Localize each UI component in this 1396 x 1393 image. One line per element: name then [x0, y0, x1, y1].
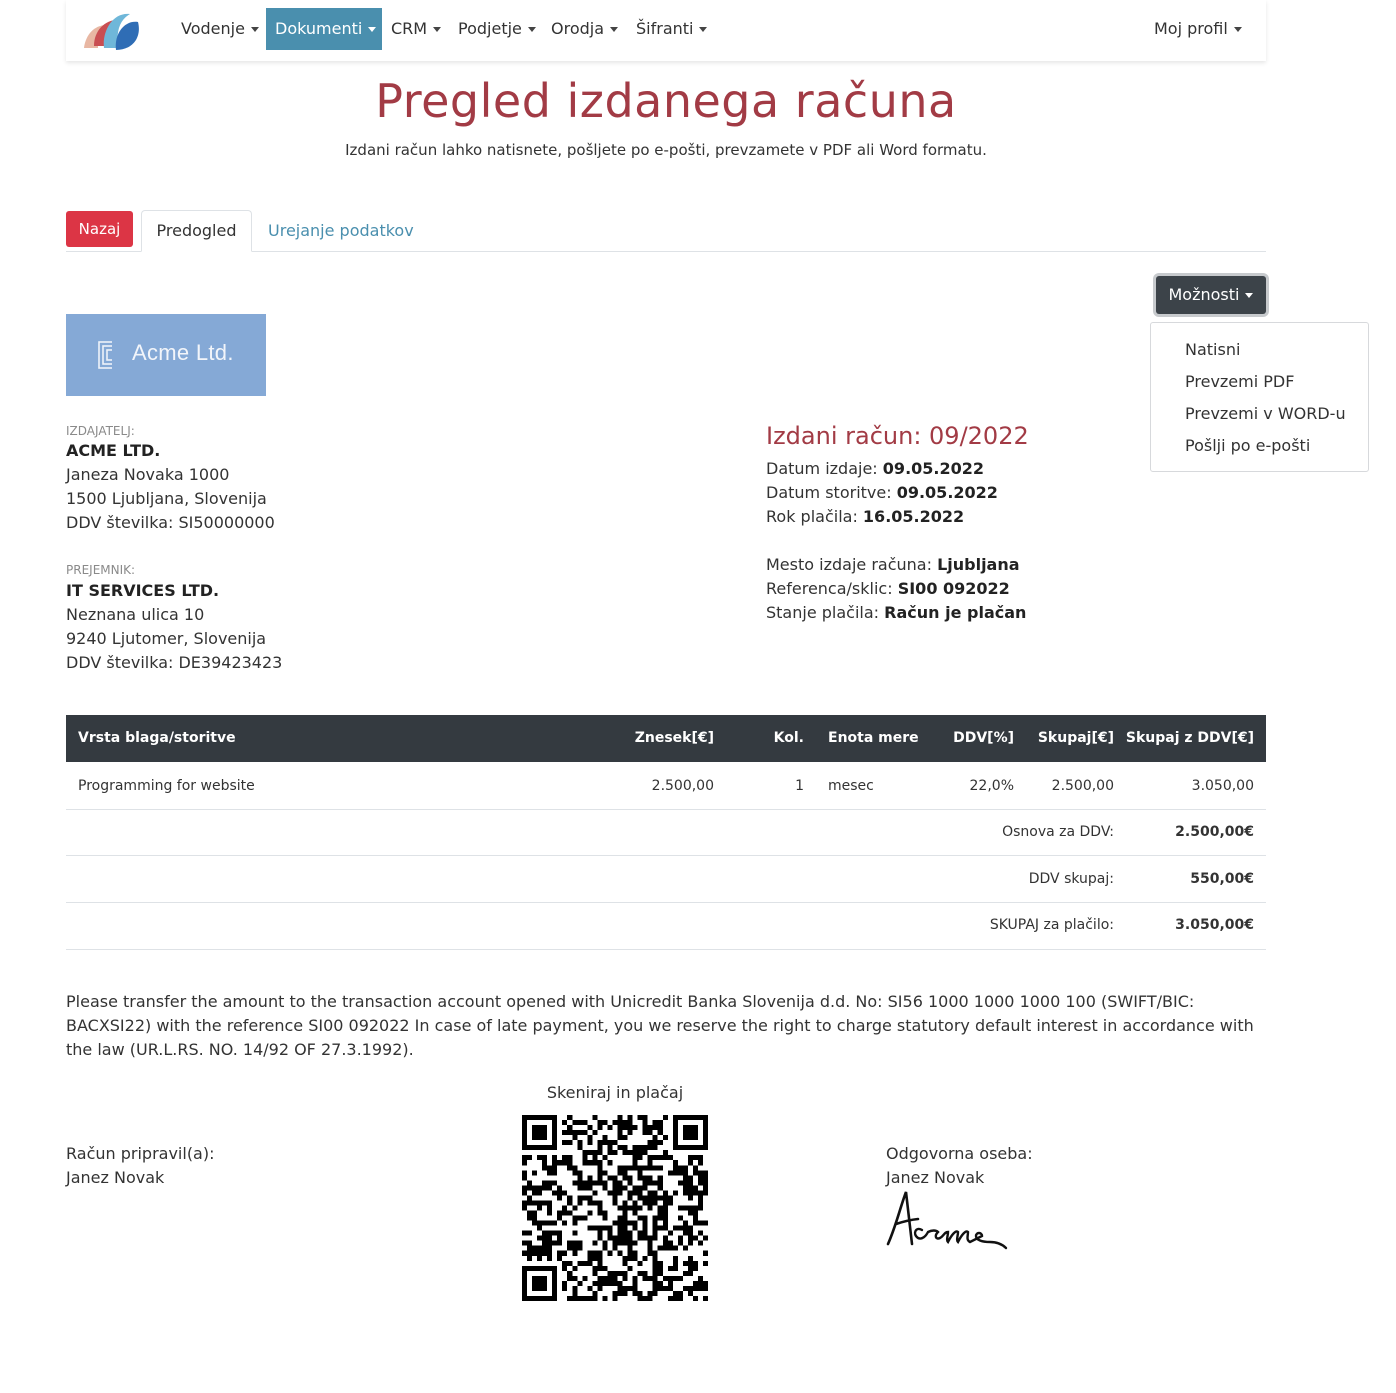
total-base-label: Osnova za DDV:	[1002, 824, 1114, 840]
due-date-row: Rok plačila: 16.05.2022	[766, 507, 965, 526]
nav-podjetje[interactable]: Podjetje	[449, 8, 545, 50]
cell-unit: mesec	[828, 778, 874, 794]
page-title: Pregled izdanega računa	[375, 74, 957, 128]
prepared-by-name: Janez Novak	[66, 1168, 165, 1187]
cell-qty: 1	[795, 778, 804, 794]
total-payable-value: 3.050,00€	[1175, 917, 1254, 933]
chevron-down-icon	[368, 27, 376, 32]
company-logo-text: Acme Ltd.	[132, 340, 234, 365]
chevron-down-icon	[1245, 293, 1253, 298]
col-header-vat: DDV[%]	[953, 730, 1014, 746]
recipient-name: IT SERVICES LTD.	[66, 581, 220, 600]
recipient-vat: DDV številka: DE39423423	[66, 653, 283, 672]
menu-item-download-word[interactable]: Prevzemi v WORD-u	[1185, 404, 1346, 423]
nav-sifranti[interactable]: Šifranti	[627, 8, 716, 50]
handwritten-signature	[882, 1186, 1012, 1256]
row-divider	[66, 902, 1266, 903]
payment-status-row: Stanje plačila: Račun je plačan	[766, 603, 1027, 622]
responsible-person-label: Odgovorna oseba:	[886, 1144, 1033, 1163]
col-header-unit: Enota mere	[828, 730, 919, 746]
col-header-qty: Kol.	[773, 730, 804, 746]
total-base-value: 2.500,00€	[1175, 824, 1254, 840]
col-header-amount: Znesek[€]	[634, 730, 714, 746]
service-date-value: 09.05.2022	[896, 483, 998, 502]
cell-amount: 2.500,00	[651, 778, 714, 794]
payment-status-value: Račun je plačan	[884, 603, 1027, 622]
chevron-down-icon	[610, 27, 618, 32]
cell-item: Programming for website	[78, 778, 255, 794]
nav-orodja[interactable]: Orodja	[542, 8, 627, 50]
col-header-total-vat: Skupaj z DDV[€]	[1125, 730, 1254, 746]
qr-caption: Skeniraj in plačaj	[546, 1083, 684, 1102]
acme-logo-icon	[98, 341, 126, 369]
options-dropdown-menu	[1150, 322, 1369, 472]
chevron-down-icon	[1234, 27, 1242, 32]
prepared-by-label: Račun pripravil(a):	[66, 1144, 215, 1163]
issuer-label: IZDAJATELJ:	[66, 424, 135, 438]
items-table-header	[66, 715, 1266, 762]
qr-code-icon	[522, 1115, 708, 1301]
col-header-item: Vrsta blaga/storitve	[78, 730, 236, 746]
cell-total-vat: 3.050,00	[1191, 778, 1254, 794]
service-date-row: Datum storitve: 09.05.2022	[766, 483, 998, 502]
row-divider	[66, 855, 1266, 856]
total-payable-label: SKUPAJ za plačilo:	[989, 917, 1114, 933]
top-navbar	[66, 0, 1266, 61]
issue-date-value: 09.05.2022	[882, 459, 985, 478]
nav-vodenje[interactable]: Vodenje	[172, 8, 268, 50]
invoice-title: Izdani račun: 09/2022	[766, 422, 1029, 450]
issuer-address: Janeza Novaka 1000	[66, 465, 230, 484]
chevron-down-icon	[528, 27, 536, 32]
recipient-city: 9240 Ljutomer, Slovenija	[66, 629, 267, 648]
cell-vat: 22,0%	[969, 778, 1014, 794]
cell-total: 2.500,00	[1051, 778, 1114, 794]
row-divider	[66, 949, 1266, 950]
chevron-down-icon	[433, 27, 441, 32]
issue-date-row: Datum izdaje: 09.05.2022	[766, 459, 985, 478]
col-header-total: Skupaj[€]	[1037, 730, 1114, 746]
menu-item-send-email[interactable]: Pošlji po e-pošti	[1185, 436, 1311, 455]
app-logo-icon[interactable]	[80, 8, 142, 52]
nav-dokumenti[interactable]: Dokumenti	[266, 8, 382, 50]
issuer-city: 1500 Ljubljana, Slovenija	[66, 489, 267, 508]
company-logo	[66, 314, 266, 396]
responsible-person-name: Janez Novak	[886, 1168, 985, 1187]
total-vat-value: 550,00€	[1190, 871, 1254, 887]
total-vat-label: DDV skupaj:	[1028, 871, 1114, 887]
menu-item-download-pdf[interactable]: Prevzemi PDF	[1185, 372, 1295, 391]
issue-place-row: Mesto izdaje računa: Ljubljana	[766, 555, 1020, 574]
chevron-down-icon	[699, 27, 707, 32]
payment-instructions: Please transfer the amount to the transaction account opened with Unicredit Banka Slovenija d.d. No: SI56 1000 1000 1000 100 (SWIFT/BIC: BACXSI22) with the reference SI00 092022 In case of late payment, you we reserve the right to charge statutory default interest in accordance with the law (UR.L.RS. NO. 14/92 OF 27.3.1992).	[66, 992, 1254, 1059]
options-button[interactable]: Možnosti	[1156, 276, 1266, 314]
due-date-value: 16.05.2022	[862, 507, 965, 526]
nav-profile[interactable]: Moj profil	[1145, 8, 1251, 50]
menu-item-print[interactable]: Natisni	[1185, 340, 1241, 359]
issue-place-value: Ljubljana	[937, 555, 1020, 574]
row-divider	[66, 809, 1266, 810]
reference-row: Referenca/sklic: SI00 092022	[766, 579, 1010, 598]
issuer-name: ACME LTD.	[66, 441, 161, 460]
recipient-address: Neznana ulica 10	[66, 605, 205, 624]
tab-preview[interactable]: Predogled	[141, 210, 252, 252]
page-subtitle: Izdani račun lahko natisnete, pošljete po e-pošti, prevzamete v PDF ali Word formatu.	[345, 141, 987, 159]
chevron-down-icon	[251, 27, 259, 32]
reference-value: SI00 092022	[897, 579, 1010, 598]
back-button[interactable]: Nazaj	[66, 211, 133, 247]
tab-edit-data[interactable]: Urejanje podatkov	[268, 221, 414, 240]
nav-crm[interactable]: CRM	[382, 8, 450, 50]
issuer-vat: DDV številka: SI50000000	[66, 513, 275, 532]
recipient-label: PREJEMNIK:	[66, 563, 136, 577]
